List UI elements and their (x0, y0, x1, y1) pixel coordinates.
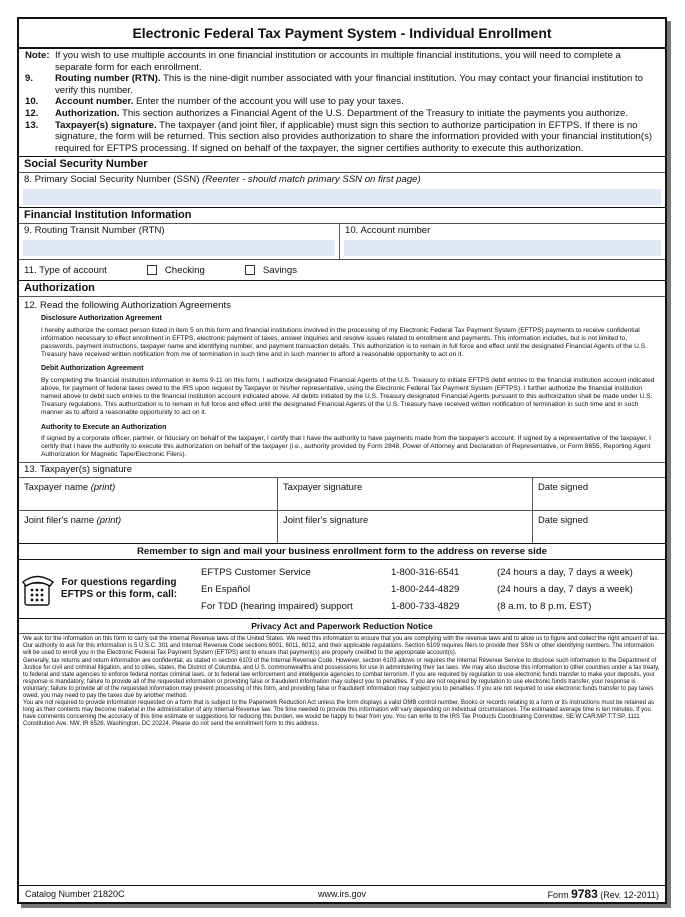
taxpayer-name-label: Taxpayer name (24, 481, 89, 493)
phone-row (201, 598, 665, 615)
fin-row (19, 224, 665, 259)
account-input[interactable] (344, 240, 661, 256)
debit-heading: Debit Authorization Agreement (41, 365, 144, 373)
note-label: 9. (25, 73, 34, 85)
phone-number: 1-800-316-6541 (391, 566, 460, 578)
phone-service: For TDD (hearing impaired) support (201, 600, 353, 612)
phone-service: EFTPS Customer Service (201, 566, 311, 578)
privacy-paragraph: We ask for the information on this form to carry out the Internal Revenue laws of the United States. We need this information to ensure that you are complying with the revenue laws and to allow us to figure and collect the right amount of tax. Our authority to ask for this information is 5 U.S.C. 301 and Internal Revenue Code sections 6001, 6011, 6012, and their applicable regulations. Section 6109 requires filers to provide their SSN or other identifying numbers. The information will be used to enroll you in the Electronic Federal Tax Payment System (EFTPS) and to ensure that payment(s) are properly credited to the appropriate account(s). (23, 636, 660, 657)
auth-item: 12. Read the following Authorization Agreements (24, 300, 231, 312)
note-text: The taxpayer (and joint filer, if applicable) must sign this section to authorize participation in EFTPS. If there is no signature, the form will be returned. This section also provides authorization to share the information provided with your financial institution(s) required for EFTPS processing. If signed on behalf of the taxpayer, the signer certifies authority to execute this authorization. (55, 119, 653, 154)
note-row (25, 96, 659, 108)
note-bold: Taxpayer(s) signature. (55, 119, 157, 131)
savings-label: Savings (262, 264, 297, 276)
taxpayer-name-field[interactable] (19, 478, 278, 510)
phone-number: 1-800-733-4829 (391, 600, 460, 612)
catalog-number: Catalog Number 21820C (25, 889, 125, 899)
note-row (25, 73, 659, 96)
note-bold: Routing number (RTN). (55, 73, 161, 85)
joint-signature-field[interactable] (278, 511, 533, 543)
ssn-section-heading: Social Security Number (19, 156, 665, 173)
note-text: This is the nine-digit number associated with your financial institution. You may contact your financial institution to verify this number. (55, 73, 643, 96)
privacy-heading: Privacy Act and Paperwork Reduction Notice (19, 618, 665, 634)
contact-section (19, 560, 665, 618)
phone-list (181, 564, 665, 615)
phone-number: 1-800-244-4829 (391, 583, 460, 595)
form-footer (19, 885, 665, 902)
telephone-icon (19, 569, 57, 609)
date-signed-field[interactable] (533, 478, 665, 510)
joint-signature-label: Joint filer's signature (283, 514, 369, 526)
joint-date-label: Date signed (538, 514, 589, 526)
note-label: 13. (25, 119, 39, 131)
reminder-banner: Remember to sign and mail your business enrollment form to the address on reverse side (19, 543, 665, 560)
rtn-cell (19, 224, 340, 259)
date-signed-label: Date signed (538, 481, 589, 493)
questions-label: For questions regarding EFTPS or this form, call: (60, 577, 178, 601)
savings-checkbox[interactable] (245, 265, 255, 275)
signature-row-2 (19, 510, 665, 543)
disclosure-text: I hereby authorize the contact person listed in item 5 on this form and financial institutions involved in the processing of my Electronic Federal Tax Payment System (EFTPS) payments to receive confidential information necessary to effect enrollment in EFTPS, electronic payment of taxes, answer inquiries and resolve issues related to enrollment and payments. This information includes, but is not limited to, passwords, payment instructions, taxpayer name and identifying number, and payment transaction details. This authorization is to remain in full force and effect until the designated Financial Agents of the U.S. Treasury have received written notification from me of termination in such time and in such manner to afford a reasonable opportunity to act on it. (41, 326, 647, 359)
phone-hours: (24 hours a day, 7 days a week) (497, 583, 633, 595)
auth-section-heading: Authorization (19, 280, 665, 297)
phone-hours: (24 hours a day, 7 days a week) (497, 566, 633, 578)
note-row (25, 50, 659, 73)
note-text: If you wish to use multiple accounts in one financial institution or accounts in multiple financial institutions, you will need to complete a separate form for each enrollment. (55, 50, 621, 73)
authority-text: If signed by a corporate officer, partner, or fiduciary on behalf of the taxpayer, I certify that I have the authority to have payments made from the taxpayer's account. If signed by a representative of the taxpayer, I certify that I have the authority to execute this authorization on behalf of the taxpayer (i.e., authority provided by Form 2848, Power of Attorney and Declaration of Representative, or Form 8655, Reporting Agent Authorization for Magnetic Tape/Electronic Filers). (41, 434, 651, 459)
authority-heading: Authority to Execute an Authorization (41, 423, 167, 431)
form-prefix: Form (547, 890, 569, 900)
signature-heading: 13. Taxpayer(s) signature (19, 462, 665, 477)
note-row (25, 108, 659, 120)
note-label: Note: (25, 50, 50, 61)
account-type-row (19, 259, 665, 280)
form-title: Electronic Federal Tax Payment System - Individual Enrollment (19, 19, 665, 49)
enrollment-form (17, 17, 667, 904)
rtn-label: 9. Routing Transit Number (RTN) (24, 225, 165, 237)
rtn-input[interactable] (23, 240, 335, 256)
note-text: Enter the number of the account you will use to pay your taxes. (133, 96, 404, 108)
account-cell (340, 224, 665, 259)
note-bold: Account number. (55, 96, 134, 108)
account-type-label: 11. Type of account (24, 264, 107, 276)
irs-website: www.irs.gov (317, 889, 366, 899)
taxpayer-name-note: (print) (90, 481, 116, 493)
privacy-paragraph: Generally, tax returns and return information are confidential, as stated in section 6103 of the Internal Revenue Code. However, section 6103 allows or requires the Internal Revenue Service to disclose such information to the Department of Justice for civil and criminal litigation, and to cities, states, the District of Columbia, and U.S. commonwealths and possessions for use in administering their tax laws. We may also disclose this information to other countries under a tax treaty, to federal and state agencies to enforce federal nontax criminal laws, or to federal law enforcement and intelligence agencies to combat terrorism. If you are required by regulation to use electronic funds transfer to make your deposits, your response is mandatory; failure to provide all of the requested information or providing false or fraudulent information may subject you to penalties. If you are not required by regulation to use electronic funds transfer, your response is voluntary; failure to provide all of the requested information may prevent processing of this form, and providing false or fraudulent information may subject you to penalties. If you are not required to use electronic funds transfer to pay taxes owed, you may need to pay the taxes due by another method. (23, 657, 660, 699)
joint-name-field[interactable] (19, 511, 278, 543)
note-text: This section authorizes a Financial Agent of the U.S. Department of the Treasury to initiate the payments you authorize. (119, 107, 629, 119)
form-revision: (Rev. 12-2011) (600, 890, 659, 900)
ssn-label (19, 173, 665, 186)
checking-label: Checking (164, 264, 205, 276)
instructions (19, 49, 665, 154)
note-label: 12. (25, 107, 39, 119)
form-id (548, 886, 659, 903)
taxpayer-signature-field[interactable] (278, 478, 533, 510)
debit-text: By completing the financial institution information in items 9-11 on this form, I authorize designated Financial Agents of the U.S. Treasury to initiate EFTPS debit entries to the financial institution account indicated above, for payment of federal taxes owed to the IRS upon request by Taxpayer or his/her representative, using the Electronic Federal Tax Payment System (EFTPS). I further authorize the financial institution named above to debit such entries to the financial institution account indicated above. All debits initiated by the U.S. Treasury designated Financial Agents pursuant to this authorization shall be made under U.S. Treasury regulations. This authorization is to remain in full force and effect until the designated Financial Agents of the U.S. Treasury have received written notification of termination in such time and in such manner as to afford a reasonable opportunity to act on it. (41, 376, 655, 417)
joint-name-note: (print) (96, 514, 122, 526)
auth-agreements (19, 315, 665, 459)
ssn-input[interactable] (23, 189, 661, 205)
ssn-note: (Reenter - should match primary SSN on first page) (202, 174, 421, 186)
taxpayer-signature-label: Taxpayer signature (283, 481, 363, 493)
ssn-label-text: 8. Primary Social Security Number (SSN) (24, 174, 200, 186)
checking-checkbox[interactable] (147, 265, 157, 275)
phone-hours: (8 a.m. to 8 p.m. EST) (497, 600, 592, 612)
note-row (25, 120, 659, 155)
note-label: 10. (25, 96, 39, 108)
phone-row (201, 564, 665, 581)
phone-service: En Español (201, 583, 251, 595)
account-label: 10. Account number (345, 225, 431, 237)
joint-name-label: Joint filer's name (24, 514, 95, 526)
phone-row (201, 581, 665, 598)
signature-row-1 (19, 477, 665, 510)
form-number: 9783 (571, 887, 598, 901)
note-bold: Authorization. (55, 107, 120, 119)
fin-section-heading: Financial Institution Information (19, 207, 665, 224)
joint-date-field[interactable] (533, 511, 665, 543)
disclosure-heading: Disclosure Authorization Agreement (41, 315, 162, 323)
privacy-paragraph: You are not required to provide information requested on a form that is subject to the Paperwork Reduction Act unless the form displays a valid OMB control number. Books or records relating to a form or its instructions must be retained as long as their contents may become material in the administration of any Internal Revenue law. The time needed to provide this information will vary depending on individual circumstances. The estimated average time is ten minutes. If you have comments concerning the accuracy of this time estimate or suggestions for reducing this burden, we would be happy to hear from you. You can write to the IRS Tax Products Coordinating Committee, SE:W:CAR:MP:T:T:SP, 1111 Constitution Ave. NW, IR 6526, Washington, DC 20224. Please do not send the enrollment form to this address. (23, 699, 655, 727)
privacy-notice (19, 634, 665, 728)
